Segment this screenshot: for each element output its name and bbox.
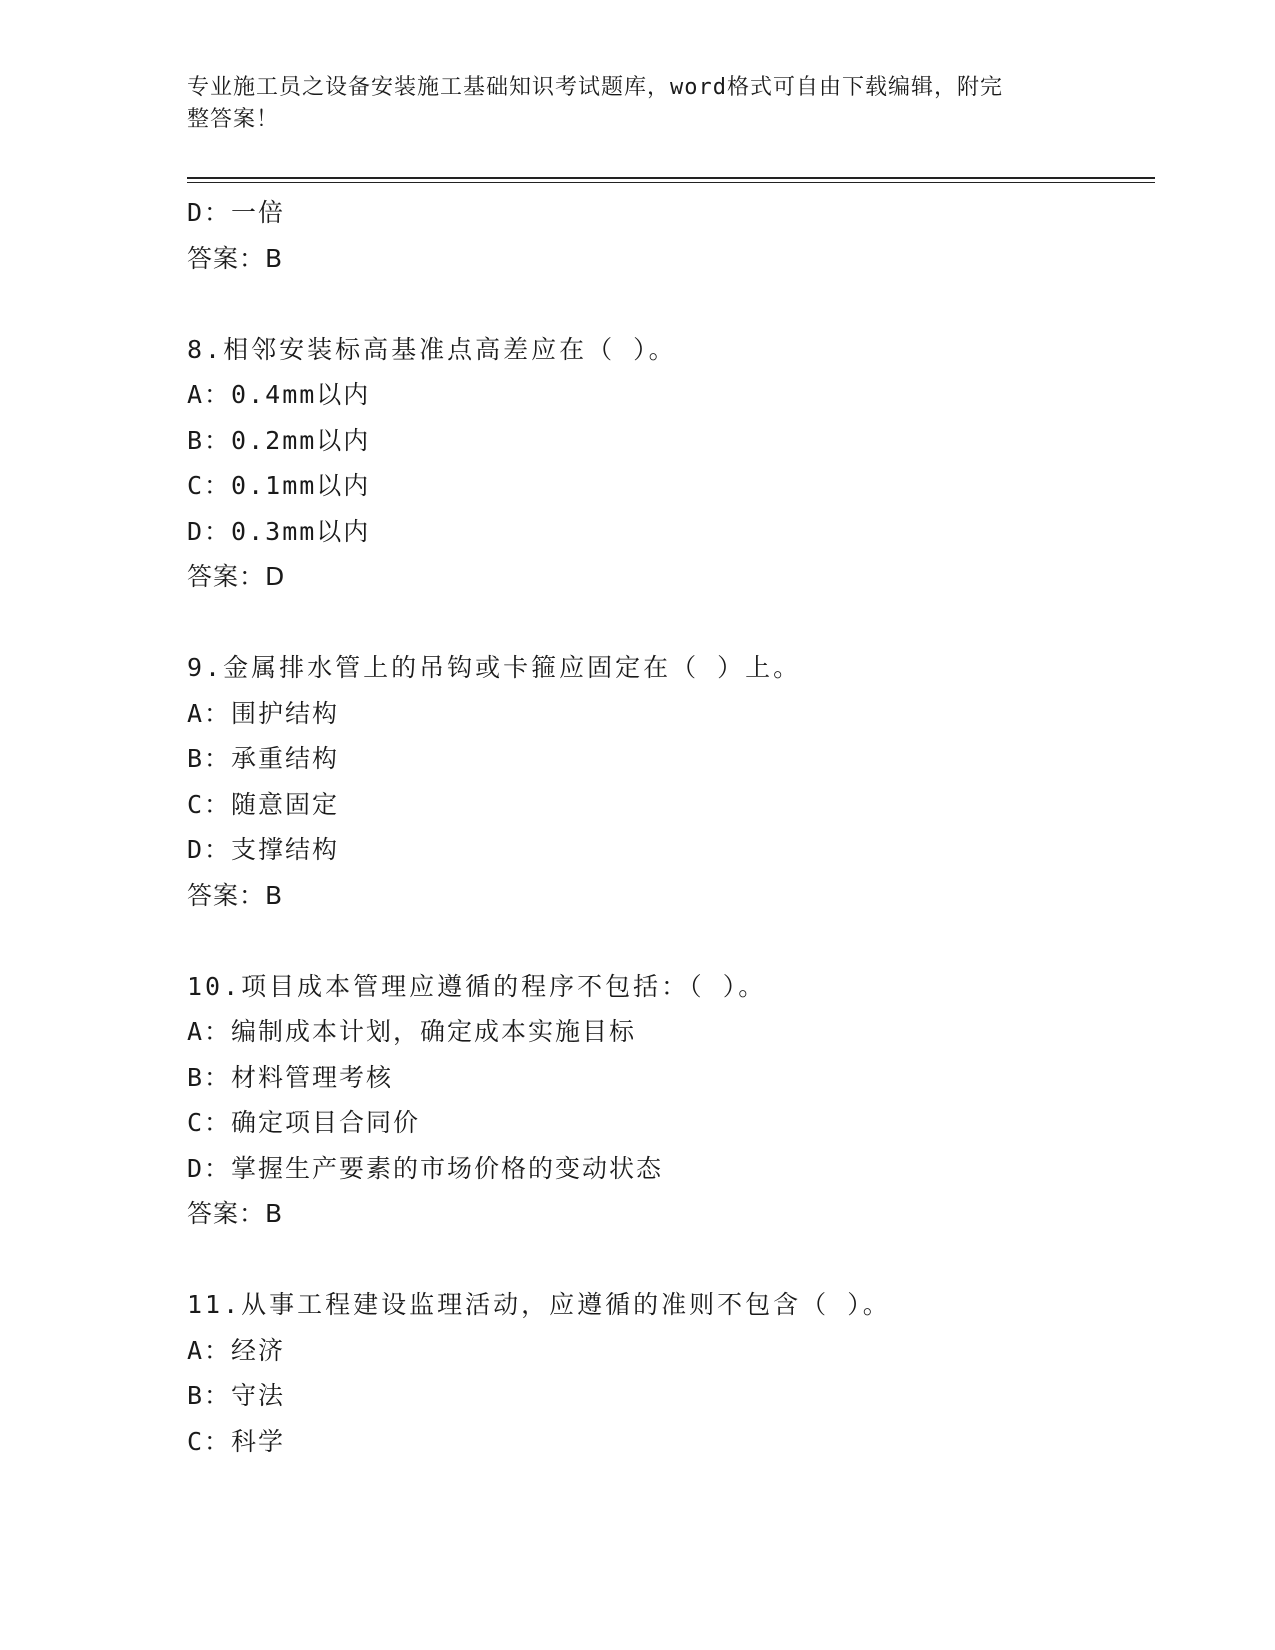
option-c: C：确定项目合同价 xyxy=(187,1108,421,1137)
header-line-2: 整答案！ xyxy=(187,107,280,132)
previous-question-tail xyxy=(187,190,1155,281)
question-stem: 8.相邻安装标高基准点高差应在（ ）。 xyxy=(187,334,677,364)
question-stem: 10.项目成本管理应遵循的程序不包括：（ ）。 xyxy=(187,971,767,1001)
question-list xyxy=(187,190,1155,1464)
option-d: D：0.3mm以内 xyxy=(187,516,371,546)
option-b: B：0.2mm以内 xyxy=(187,425,371,455)
answer-line: 答案：B xyxy=(187,880,284,910)
answer-line: 答案：D xyxy=(187,562,286,591)
question-stem: 9.金属排水管上的吊钩或卡箍应固定在（ ）上。 xyxy=(187,653,802,682)
option-d: D：掌握生产要素的市场价格的变动状态 xyxy=(187,1153,664,1183)
question-stem: 11.从事工程建设监理活动，应遵循的准则不包含（ ）。 xyxy=(187,1290,891,1319)
answer-line: 答案：B xyxy=(187,1199,284,1228)
answer-line: 答案：B xyxy=(187,243,284,273)
header-line-1: 专业施工员之设备安装施工基础知识考试题库，word格式可自由下载编辑，附完 xyxy=(187,75,1003,100)
option-b: B：守法 xyxy=(187,1381,286,1410)
option-c: C：科学 xyxy=(187,1426,286,1456)
option-c: C：随意固定 xyxy=(187,789,340,819)
option-d: D：支撑结构 xyxy=(187,835,340,864)
option-d: D：一倍 xyxy=(187,198,286,227)
header-rule-thick xyxy=(187,177,1155,179)
option-b: B：材料管理考核 xyxy=(187,1062,394,1092)
question-9 xyxy=(187,645,1155,918)
option-a: A：编制成本计划，确定成本实施目标 xyxy=(187,1017,637,1046)
question-8 xyxy=(187,327,1155,600)
option-b: B：承重结构 xyxy=(187,744,340,773)
option-a: A：经济 xyxy=(187,1335,286,1365)
question-11 xyxy=(187,1282,1155,1464)
question-10 xyxy=(187,964,1155,1237)
option-c: C：0.1mm以内 xyxy=(187,471,371,500)
option-a: A：围护结构 xyxy=(187,698,340,728)
header-rule-thin xyxy=(187,182,1155,183)
option-a: A：0.4mm以内 xyxy=(187,380,371,409)
document-header xyxy=(187,72,1067,136)
